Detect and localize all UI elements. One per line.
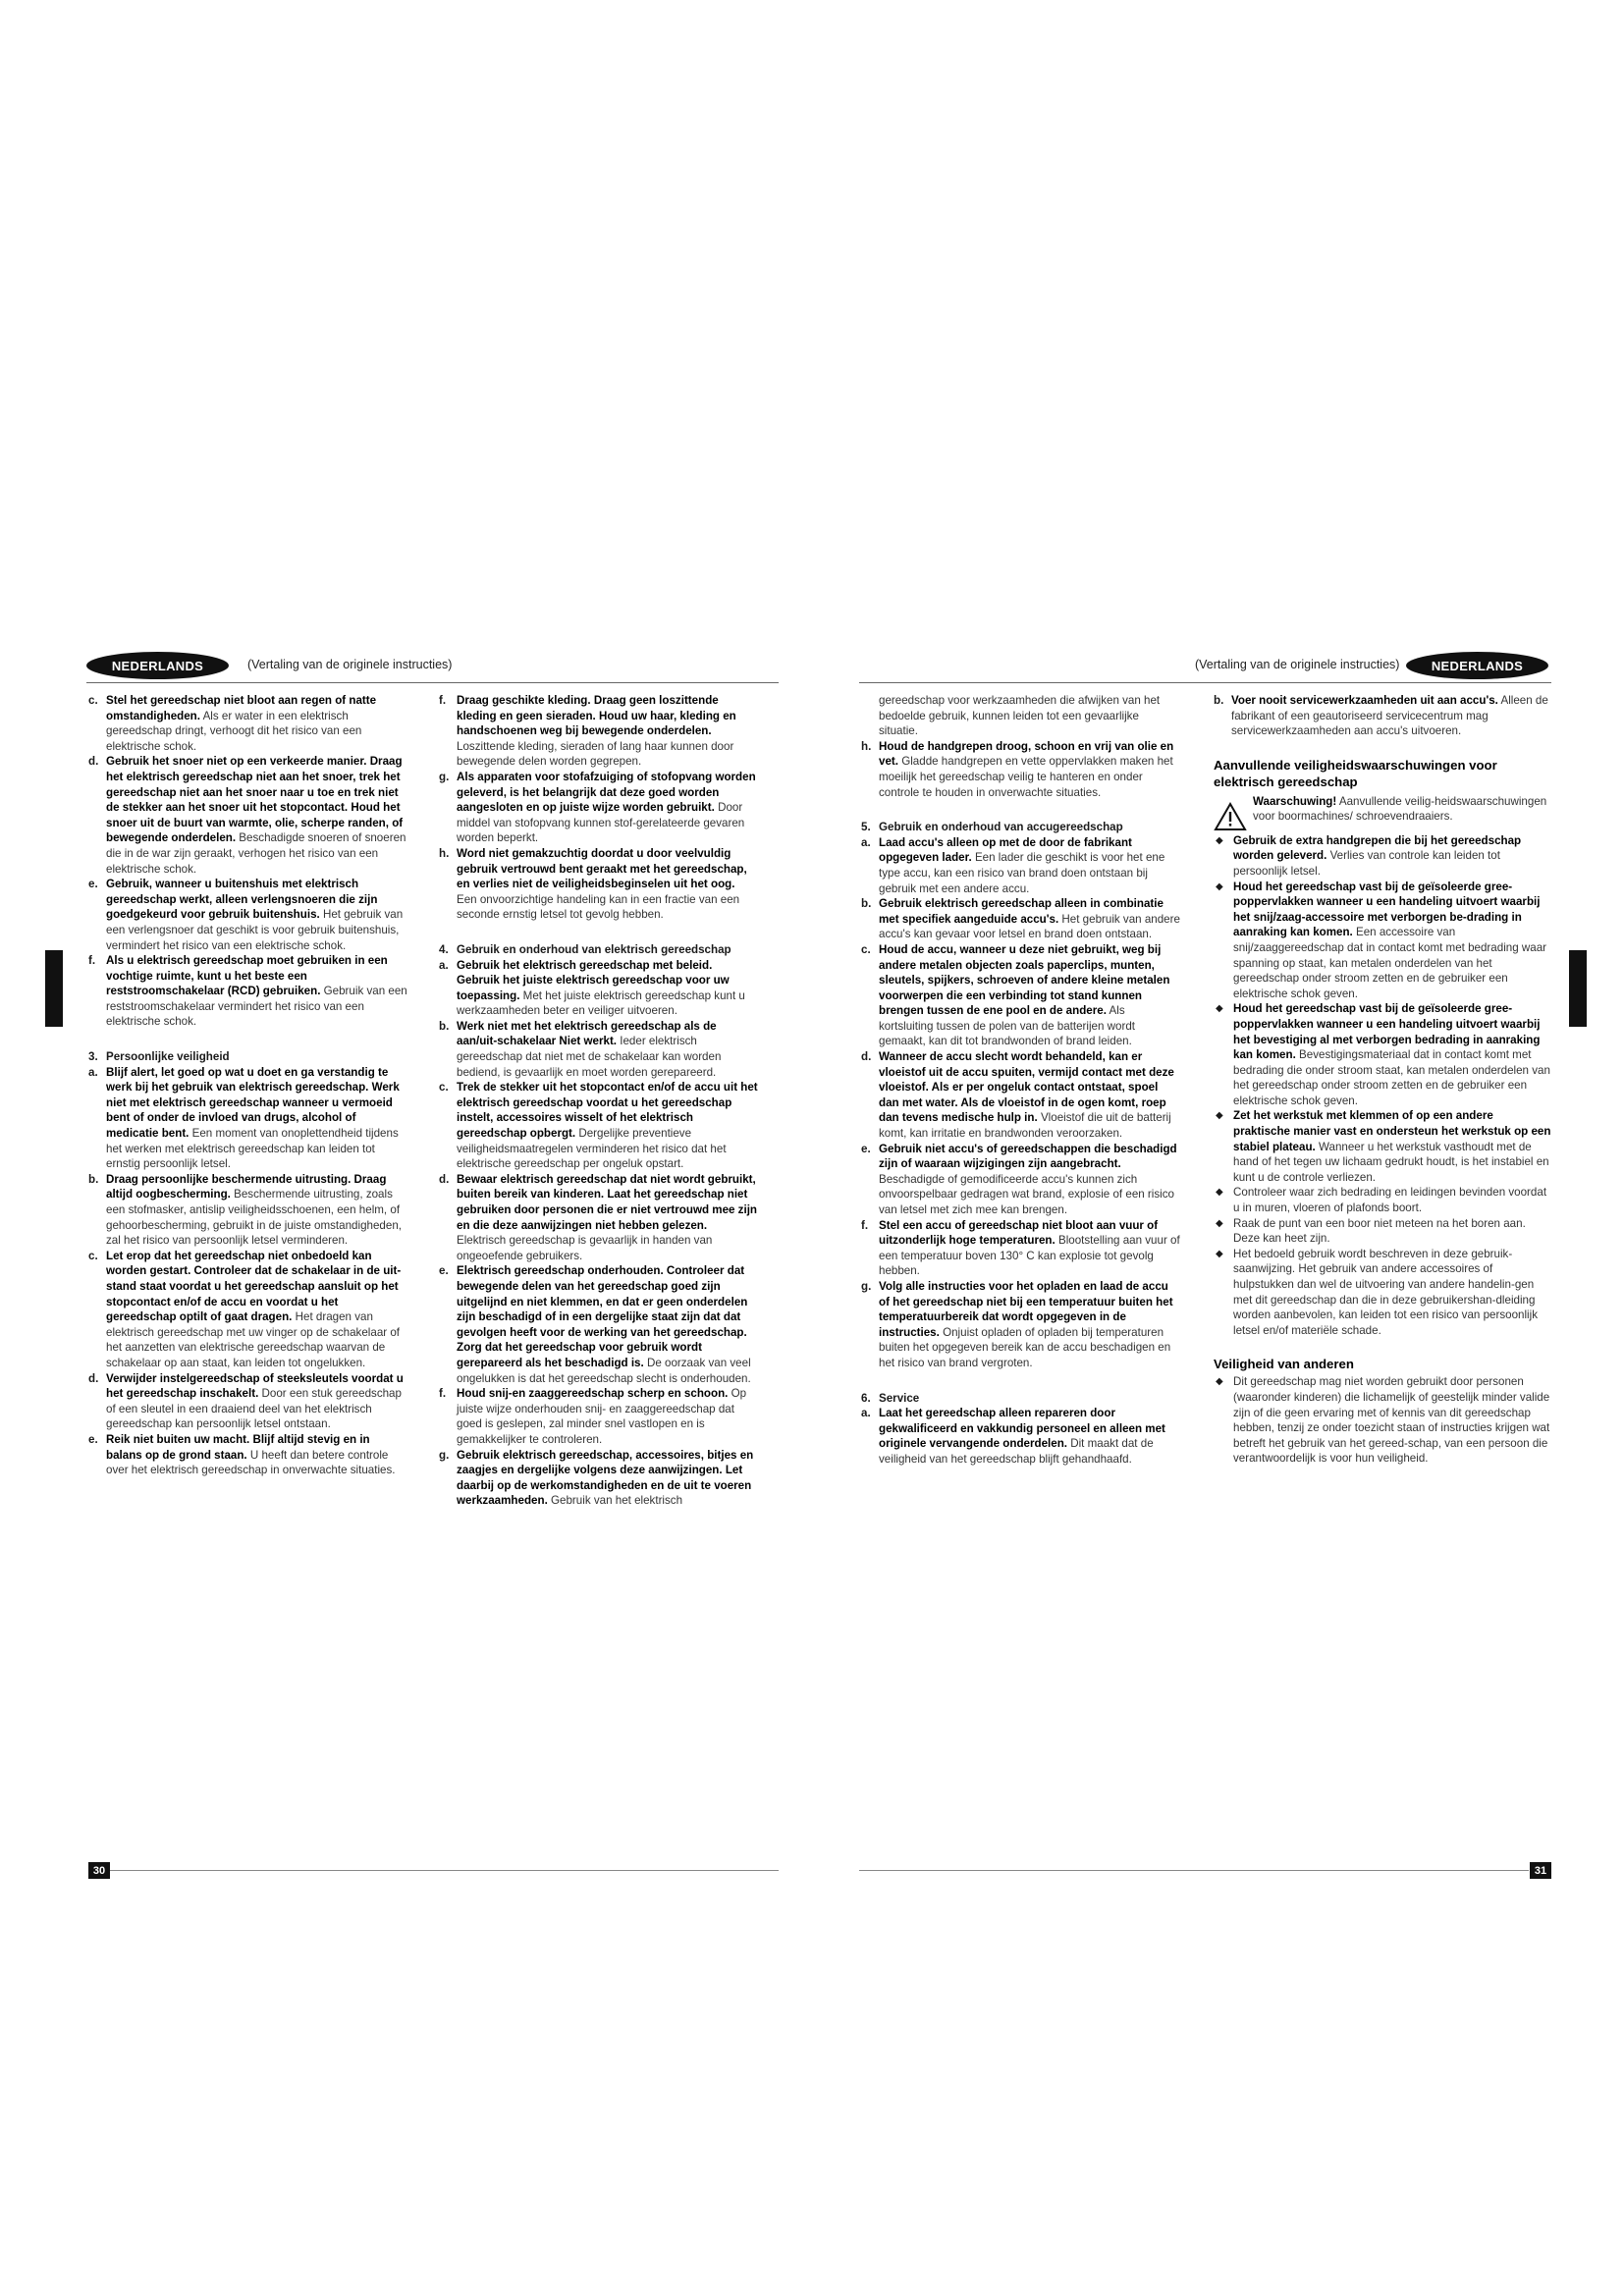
list-item: a. Gebruik het elektrisch gereedschap met beleid. Gebruik het juiste elektrisch gereedschap voor uw toepassing. Met het juiste elektrisch gereedschap kunt u werkzaamheden beter en veiliger uitvoeren. [439, 958, 745, 1018]
footer-rule-left [110, 1870, 779, 1871]
list-item: e. Elektrisch gereedschap onderhouden. Controleer dat bewegende delen van het gereedschap goed zijn uitgelijnd en niet klemmen, en dat er geen onderdelen zijn beschadigd of in een dergelijke staat zijn dat dat gevolgen heeft voor de werking van het gereedschap. Zorg dat het gereedschap voor gebruik wordt gerepareerd als het beschadigd is. De oorzaak van veel ongelukken is dat het gereedschap slecht is onderhouden. [439, 1264, 751, 1385]
column-4 [1214, 693, 1552, 1467]
column-3 [861, 693, 1180, 1468]
section-heading: Aanvullende veiligheidswaarschuwingen voor elektrisch gereedschap [1214, 757, 1497, 789]
bullet-diamond-icon: ◆ [1216, 1187, 1223, 1199]
bullet-item: ◆ Houd het gereedschap vast bij de geïsoleerde gree-poppervlakken wanneer u een handeling uitvoert waarbij het bevestiging al met verborgen bedrading in aanraking kan komen. Bevestigingsmateriaal dat in contact komt met bedrading die onder stroom staat, kan metalen onderdelen van het gereedschap onder stroom zetten en de gebruiker een elektrische schok geven. [1216, 1002, 1550, 1107]
list-item: f. Draag geschikte kleding. Draag geen loszittende kleding en geen sieraden. Houd uw haar, kleding en handschoenen weg bij bewegende onderdelen. Loszittende kleding, sieraden of lang haar kunnen door bewegende delen worden gegrepen. [439, 694, 736, 769]
bullet-item: ◆ Zet het werkstuk met klemmen of op een andere praktische manier vast en ondersteun het werkstuk op een stabiel plateau. Wanneer u het werkstuk vasthoudt met de hand of het tegen uw lichaam gedrukt houdt, is het instabiel en kunt u de controle verliezen. [1216, 1109, 1551, 1184]
column-1 [88, 693, 407, 1478]
bullet-diamond-icon: ◆ [1216, 881, 1223, 892]
list-item: f. Als u elektrisch gereedschap moet gebruiken in een vochtige ruimte, kunt u het beste een reststroomschakelaar (RCD) gebruiken. Gebruik van een reststroomschakelaar vermindert het risico van een elektrische schok. [88, 954, 407, 1029]
section-heading: 6. Service [861, 1391, 920, 1405]
list-item: a. Laat het gereedschap alleen repareren door gekwalificeerd en vakkundig personeel en alleen met originele vervangende onderdelen. Dit maakt dat de veiligheid van het gereedschap blijft gehandhaafd. [861, 1407, 1165, 1466]
list-item: d. Verwijder instelgereedschap of steeksleutels voordat u het gereedschap inschakelt. Door een stuk gereedschap of een sleutel in een draaiend deel van het elektrisch gereedschap kan persoonlijk letsel ontstaan. [88, 1371, 404, 1431]
section-heading: 4. Gebruik en onderhoud van elektrisch gereedschap [439, 942, 731, 956]
list-item: e. Reik niet buiten uw macht. Blijf altijd stevig en in balans op de grond staan. U heeft dan betere controle over het elektrisch gereedschap in onverwachte situaties. [88, 1432, 396, 1477]
bullet-diamond-icon: ◆ [1216, 834, 1223, 846]
list-item: e. Gebruik niet accu's of gereedschappen die beschadigd zijn of waaraan wijzigingen zijn aangebracht. Beschadigde of gemodificeerde accu's kunnen zich onvoorspelbaar gedragen wat brand, explosie of een risico van letsel met zich mee kan brengen. [861, 1142, 1177, 1216]
section-heading: 5. Gebruik en onderhoud van accugereedschap [861, 821, 1123, 834]
bullet-item: ◆ Gebruik de extra handgrepen die bij het gereedschap worden geleverd. Verlies van controle kan leiden tot persoonlijk letsel. [1216, 833, 1522, 878]
list-item: d. Gebruik het snoer niet op een verkeerde manier. Draag het elektrisch gereedschap niet aan het snoer, trek het gereedschap niet aan het snoer naar u toe en trek niet de stekker aan het snoer uit het stopcontact. Houd het snoer uit de buurt van warmte, olie, scherpe randen, of bewegende onderdelen. Beschadigde snoeren of snoeren die in de war zijn geraakt, verhogen het risico van een elektrische schok. [88, 755, 406, 876]
list-item: c. Stel het gereedschap niet bloot aan regen of natte omstandigheden. Als er water in een elektrisch gereedschap dringt, verhoogt dit het risico van een elektrische schok. [88, 694, 377, 753]
list-item: b. Gebruik elektrisch gereedschap alleen in combinatie met specifiek aangeduide accu's. Het gebruik van andere accu's kan gevaar voor letsel en brand doen ontstaan. [861, 897, 1180, 941]
bullet-list [1214, 833, 1552, 1339]
translation-note-right: (Vertaling van de originele instructies) [1195, 658, 1400, 671]
list-item: a. Laad accu's alleen op met de door de fabrikant opgegeven lader. Een lader die geschikt is voor het ene type accu, kan een risico van brand doen ontstaan bij gebruik met een andere accu. [861, 835, 1165, 895]
warning-block: Waarschuwing! Aanvullende veilig-heidswaarschuwingen voor boormachines/ schroevendraaiers. [1214, 794, 1552, 831]
section-heading: Veiligheid van anderen [1214, 1357, 1354, 1372]
bullet-diamond-icon: ◆ [1216, 1217, 1223, 1229]
bullet-diamond-icon: ◆ [1216, 1248, 1223, 1259]
section-heading: 3. Persoonlijke veiligheid [88, 1050, 230, 1064]
list-item: c. Let erop dat het gereedschap niet onbedoeld kan worden gestart. Controleer dat de schakelaar in de uit-stand staat voordat u het gereedschap aansluit op het stopcontact en/of de accu en voordat u het gereedschap optilt of gaat dragen. Het dragen van elektrisch gereedschap met uw vinger op de schakelaar of het aanzetten van elektrische gereedschap waarvan de schakelaar op aan staat, kan leiden tot ongelukken. [88, 1249, 402, 1369]
list-item: a. Blijf alert, let goed op wat u doet en ga verstandig te werk bij het gebruik van elektrisch gereedschap. Werk niet met elektrisch gereedschap wanneer u vermoeid bent of onder de invloed van drugs, alcohol of medicatie bent. Een moment van onoplettendheid tijdens het werken met elektrisch gereedschap kan leiden tot ernstig persoonlijk letsel. [88, 1065, 400, 1171]
bullet-list [1214, 1374, 1552, 1467]
warning-triangle-icon [1214, 794, 1253, 831]
bullet-item: ◆ Raak de punt van een boor niet meteen na het boren aan. Deze kan heet zijn. [1216, 1216, 1526, 1246]
list-item: b. Voer nooit servicewerkzaamheden uit aan accu's. Alleen de fabrikant of een geautoriseerd servicecentrum mag servicewerkzaamheden aan accu's uitvoeren. [1214, 694, 1548, 738]
language-badge-left: NEDERLANDS [86, 652, 229, 679]
list-item: c. Trek de stekker uit het stopcontact en/of de accu uit het elektrisch gereedschap voordat u het gereedschap instelt, accessoires wisselt of het elektrisch gereedschap opbergt. Dergelijke preventieve veiligheidsmaatregelen verminderen het risico dat het elektrische gereedschap per ongeluk opstart. [439, 1081, 758, 1171]
column-2 [439, 693, 758, 1509]
thumb-tab-left [45, 950, 63, 1027]
header-rule-left [86, 682, 779, 683]
list-item: gereedschap voor werkzaamheden die afwijken van het bedoelde gebruik, kunnen leiden tot een gevaarlijke situatie. [879, 694, 1161, 738]
list-item: b. Werk niet met het elektrisch gereedschap als de aan/uit-schakelaar Niet werkt. Ieder elektrisch gereedschap dat niet met de schakelaar kan worden bediend, is gevaarlijk en moet worden gerepareerd. [439, 1019, 722, 1079]
header-rule-right [859, 682, 1551, 683]
list-item: f. Stel een accu of gereedschap niet bloot aan vuur of uitzonderlijk hoge temperaturen. Blootstelling aan vuur of een temperatuur boven 130° C kan explosie tot gevolg hebben. [861, 1218, 1180, 1278]
list-item: g. Als apparaten voor stofafzuiging of stofopvang worden geleverd, is het belangrijk dat deze goed worden aangesloten en op juiste wijze worden gebruikt. Door middel van stofopvang kunnen stof-gerelateerde gevaren worden beperkt. [439, 770, 756, 845]
bullet-diamond-icon: ◆ [1216, 1003, 1223, 1015]
page-number-left: 30 [88, 1862, 110, 1879]
footer-rule-right [859, 1870, 1529, 1871]
list-item: b. Draag persoonlijke beschermende uitrusting. Draag altijd oogbescherming. Beschermende uitrusting, zoals een stofmasker, antislip veiligheidsschoenen, een helm, of gehoorbescherming, gebruikt in de juiste omstandigheden, zal het risico van persoonlijk letsel verminderen. [88, 1172, 402, 1248]
bullet-diamond-icon: ◆ [1216, 1376, 1223, 1388]
page-number-right: 31 [1530, 1862, 1551, 1879]
list-item: d. Bewaar elektrisch gereedschap dat niet wordt gebruikt, buiten bereik van kinderen. Laat het gereedschap niet gebruiken door personen die er niet vertrouwd mee zijn en die deze aanwijzingen niet hebben gelezen. Elektrisch gereedschap is gevaarlijk in handen van ongeoefende gebruikers. [439, 1172, 758, 1262]
list-item: d. Wanneer de accu slecht wordt behandeld, kan er vloeistof uit de accu spuiten, vermijd contact met deze vloeistof. Als er per ongeluk contact ontstaat, spoel dan met water. Als de vloeistof in de ogen komt, roep dan tevens medische hulp in. Vloeistof die uit de batterij komt, kan irritatie en brandwonden veroorzaken. [861, 1050, 1174, 1141]
thumb-tab-right [1569, 950, 1587, 1027]
bullet-item: ◆ Dit gereedschap mag niet worden gebruikt door personen (waaronder kinderen) die lichamelijk of geestelijk minder valide zijn of die geen ervaring met of kennis van dit gereedschap hebben, tenzij ze onder toezicht staan of instructies krijgen wat betreft het gebruik van het gereed-schap, van een persoon die verantwoordelijk is voor hun veiligheid. [1216, 1375, 1550, 1466]
bullet-item: ◆ Houd het gereedschap vast bij de geïsoleerde gree-poppervlakken wanneer u een handeling uitvoert waarbij het snij/zaag-accessoire met verborgen be-drading in aanraking kan komen. Een accessoire van snij/zaaggereedschap dat in contact komt met bedrading waar spanning op staat, kan metalen onderdelen van het gereedschap onder stroom zetten en de gebruiker een elektrische schok geven. [1216, 880, 1547, 1000]
list-item: g. Volg alle instructies voor het opladen en laad de accu of het gereedschap niet bij een temperatuur buiten het temperatuurbereik dat wordt opgegeven in de instructies. Onjuist opladen of opladen bij temperaturen buiten het opgegeven bereik kan de accu beschadigen en het risico van brand vergroten. [861, 1279, 1173, 1369]
list-item: h. Word niet gemakzuchtig doordat u door veelvuldig gebruik vertrouwd bent geraakt met het gereedschap, en verlies niet de veiligheidsbeginselen uit het oog. Een onvoorzichtige handeling kan in een fractie van een seconde ernstig letsel tot gevolg hebben. [439, 846, 747, 922]
list-item: f. Houd snij-en zaaggereedschap scherp en schoon. Op juiste wijze onderhouden snij- en zaaggereedschap dat goed is geslepen, zal minder snel vastlopen en is gemakkelijker te controleren. [439, 1387, 747, 1446]
bullet-item: ◆ Het bedoeld gebruik wordt beschreven in deze gebruik-saanwijzing. Het gebruik van andere accessoires of hulpstukken dan wel de uitvoering van andere handelin-gen met dit gereedschap dan die in deze gebruikershan-dleiding worden aanbevolen, kan leiden tot een risico van persoonlijk letsel en/of materiële schade. [1216, 1247, 1539, 1337]
translation-note-left: (Vertaling van de originele instructies) [247, 658, 453, 671]
bullet-item: ◆ Controleer waar zich bedrading en leidingen bevinden voordat u in muren, vloeren of plafonds boort. [1216, 1186, 1547, 1215]
language-badge-right: NEDERLANDS [1406, 652, 1548, 679]
bullet-diamond-icon: ◆ [1216, 1110, 1223, 1122]
list-item: c. Houd de accu, wanneer u deze niet gebruikt, weg bij andere metalen objecten zoals paperclips, munten, sleutels, spijkers, schroeven of andere kleine metalen voorwerpen die een verbinding tot stand kunnen brengen tussen de ene pool en de andere. Als kortsluiting tussen de polen van de batterijen wordt gemaakt, kan dit tot brandwonden of brand leiden. [861, 942, 1170, 1048]
list-item: e. Gebruik, wanneer u buitenshuis met elektrisch gereedschap werkt, alleen verlengsnoeren die zijn goedgekeurd voor gebruik buitenshuis. Het gebruik van een verlengsnoer dat geschikt is voor gebruik buitenshuis, vermindert het risico van een elektrische schok. [88, 878, 404, 952]
list-item: h. Houd de handgrepen droog, schoon en vrij van olie en vet. Gladde handgrepen en vette oppervlakken maken het moeilijk het gereedschap veilig te hanteren en onder controle te houden in onverwachte situaties. [861, 739, 1174, 799]
list-item: g. Gebruik elektrisch gereedschap, accessoires, bitjes en zaagjes en dergelijke volgens deze aanwijzingen. Let daarbij op de werkomstandigheden en de uit te voeren werkzaamheden. Gebruik van het elektrisch [439, 1448, 754, 1508]
